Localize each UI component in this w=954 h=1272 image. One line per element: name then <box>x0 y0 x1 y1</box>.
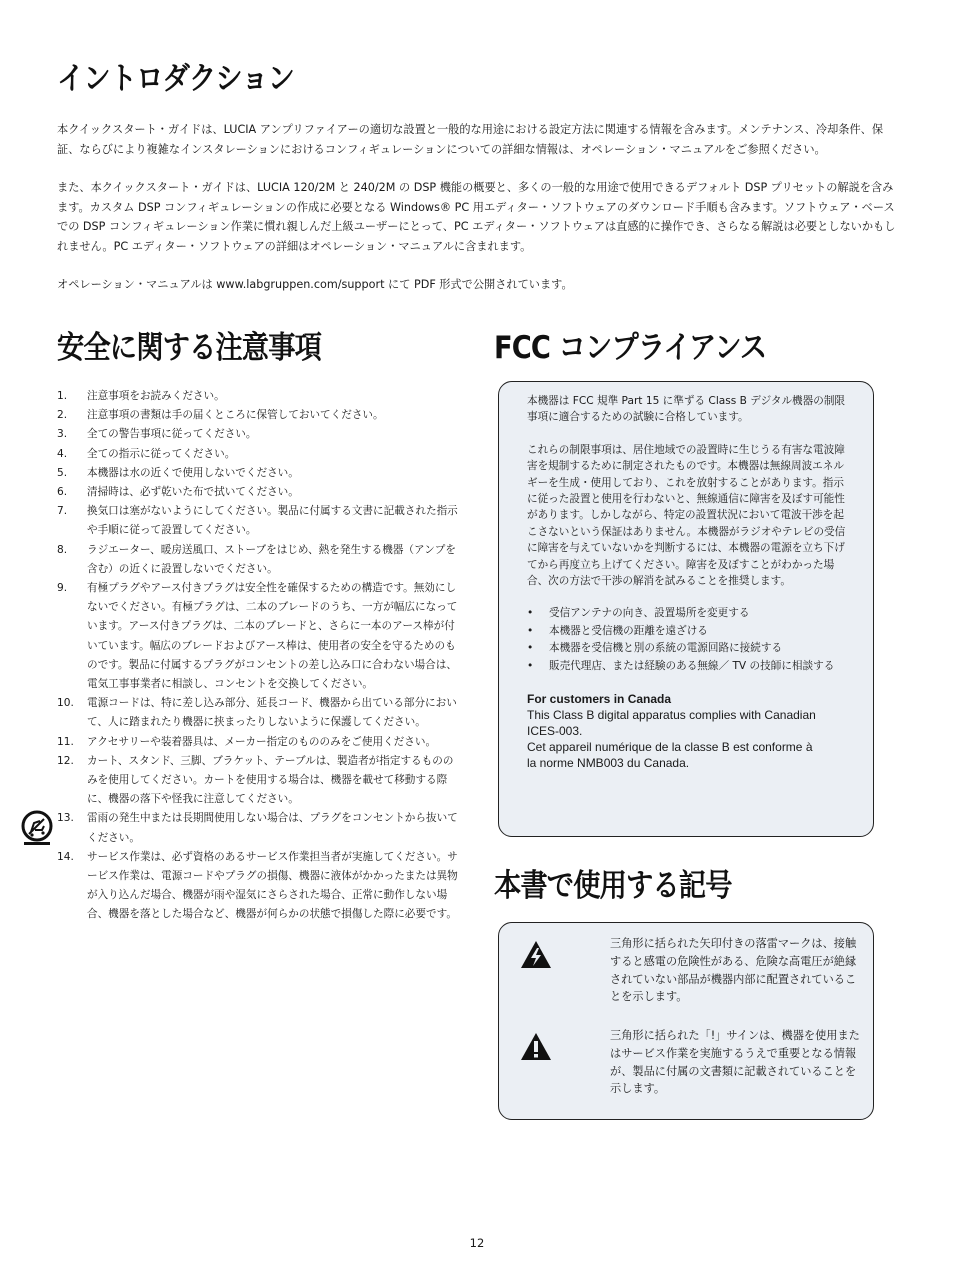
item-number: 4. <box>57 447 68 460</box>
item-number: 10. <box>57 697 74 710</box>
fcc-bullet: • 受信アンテナの向き、設置場所を変更する <box>527 605 853 623</box>
item-number: 12. <box>57 754 74 767</box>
item-text: 有極プラグやアース付きプラグは安全性を確保するための構造です。無効にしないでください。有極プラグは、二本のブレードのうち、一方が幅広になっています。アース付きプラグは、二本のブレードと、さらに一本のアース棒が付いています。幅広のブレードおよびアース棒は、使用者の安全を守るためのものです。製品に付属するプラグがコンセントの差し込み口に合わない場合は、電気工事事業者に相談し、コンセントを交換してください。 <box>87 582 458 691</box>
item-text: 注意事項をお読みください。 <box>87 390 225 402</box>
page-number: 12 <box>469 1236 485 1250</box>
fcc-bullet: • 本機器を受信機と別の系統の電源回路に接続する <box>527 640 853 658</box>
safety-item <box>57 464 462 483</box>
cart-tipover-warning-icon <box>20 808 54 848</box>
symbol-description: 三角形に括られた矢印付きの落雷マークは、接触すると感電の危険性がある、危険な高電圧が絶縁されていない部品が機器内部に配置されていることを示します。 <box>610 937 857 1004</box>
safety-item <box>57 752 462 810</box>
item-text: 全ての警告事項に従ってください。 <box>87 428 257 441</box>
item-number: 3. <box>57 428 68 441</box>
fcc-bullet: • 本機器と受信機の距離を遠ざける <box>527 623 853 641</box>
lightning-warning-icon <box>519 939 553 971</box>
item-text: 換気口は塞がないようにしてください。製品に付属する文書に記載された指示や手順に従って設置してください。 <box>87 505 458 537</box>
item-text: 全ての指示に従ってください。 <box>87 447 236 460</box>
item-number: 13. <box>57 812 74 825</box>
symbols-box <box>498 922 874 1120</box>
fcc-paragraph-2: これらの制限事項は、居住地域での設置時に生じうる有害な電波障害を規制するために制定されたものです。本機器は無線周波エネルギーを生成・使用しており、これを放射することがあります。指示に従った設置と使用を行わないと、無線通信に障害を及ぼす可能性があります。しかしながら、特定の設置状況において電波干渉を起こさないという保証はありません。本機器がラジオやテレビの受信に障害を与えていないかを判断するには、本機器の電源を立ち下げてから再度立ち上げてください。障害を及ぼすことがわかった場合、次の方法で干渉の解消を試みることを推奨します。 <box>527 443 846 588</box>
item-number: 7. <box>57 505 68 518</box>
intro-paragraph-1: 本クイックスタート・ガイドは、LUCIA アンプリファイアーの適切な設置と一般的な用途における設定方法に関連する情報を含みます。メンテナンス、冷却条件、保証、ならびにより複雑なインスタレーションにおけるコンフィギュレーションについての詳細な情報は、オペレーション・マニュアルをご参照ください。 <box>57 123 884 156</box>
item-text: アクセサリーや装着器具は、メーカー指定のもののみをご使用ください。 <box>87 735 437 748</box>
item-text: 本機器は水の近くで使用しないでください。 <box>87 466 299 479</box>
canada-heading: For customers in Canada <box>527 692 672 707</box>
safety-item <box>57 502 462 540</box>
safety-item <box>57 848 462 925</box>
intro-paragraph-2: また、本クイックスタート・ガイドは、LUCIA 120/2M と 240/2M の DSP 機能の概要と、多くの一般的な用途で使用できるデフォルト DSP プリセットの解説を含みます。カスタム DSP コンフィギュレーションの作成に必要となる Windows® PC 用エディター・ソフトウェアのダウンロード手順も含みます。ソフトウェア・ベースでの DSP コンフィギュレーション作業に慣れ親しんだ上級ユーザーにとって、PC エディター・ソフトウェアは直感的に操作でき、さらなる解説は必要としないかもしれません。PC エディター・ソフトウェアの詳細はオペレーション・マニュアルに含まれます。 <box>57 181 896 253</box>
item-number: 6. <box>57 486 68 499</box>
intro-title: イントロダクション <box>57 61 295 97</box>
fcc-paragraph-1: 本機器は FCC 規準 Part 15 に準ずる Class B デジタル機器の制限事項に適合するための試験に合格しています。 <box>527 395 846 424</box>
item-text: カート、スタンド、三脚、ブラケット、テーブルは、製造者が指定するもののみを使用してください。カートを使用する場合は、機器を載せて移動する際に、機器の落下や怪我に注意してください。 <box>87 754 454 806</box>
canada-line: This Class B digital apparatus complies with Canadian <box>527 708 816 723</box>
safety-item <box>57 445 462 464</box>
item-number: 14. <box>57 850 74 863</box>
item-text: 注意事項の書類は手の届くところに保管しておいてください。 <box>87 409 384 422</box>
item-number: 8. <box>57 543 68 556</box>
symbol-description: 三角形に括られた「!」サインは、機器を使用またはサービス作業を実施するうえで重要となる情報が、製品に付属の文書類に記載されていることを示します。 <box>610 1029 860 1096</box>
safety-list <box>57 387 462 925</box>
item-number: 9. <box>57 582 68 595</box>
symbols-title: 本書で使用する記号 <box>494 868 732 904</box>
fcc-bullet-list <box>527 605 853 675</box>
item-text: 清掃時は、必ず乾いた布で拭いてください。 <box>87 486 299 499</box>
safety-item <box>57 694 462 732</box>
canada-line: la norme NMB003 du Canada. <box>527 756 690 771</box>
safety-item <box>57 579 462 694</box>
safety-item <box>57 387 462 406</box>
item-number: 11. <box>57 735 74 748</box>
fcc-box <box>498 381 874 837</box>
safety-item <box>57 483 462 502</box>
safety-item <box>57 425 462 444</box>
canada-line: ICES-003. <box>527 724 583 739</box>
safety-item <box>57 809 462 847</box>
safety-item <box>57 406 462 425</box>
intro-paragraph-3: オペレーション・マニュアルは www.labgruppen.com/support にて PDF 形式で公開されています。 <box>57 278 573 291</box>
item-text: 電源コードは、特に差し込み部分、延長コード、機器から出ている部分において、人に踏まれたり機器に挟まったりしないように保護してください。 <box>87 697 457 729</box>
fcc-bullet: • 販売代理店、または経験のある無線／ TV の技師に相談する <box>527 658 853 676</box>
canada-line: Cet appareil numérique de la classe B est conforme à <box>527 740 813 755</box>
item-number: 1. <box>57 390 68 402</box>
item-number: 2. <box>57 409 68 422</box>
exclamation-warning-icon <box>519 1031 553 1063</box>
safety-title: 安全に関する注意事項 <box>57 330 321 366</box>
item-text: サービス作業は、必ず資格のあるサービス作業担当者が実施してください。サービス作業は、電源コードやプラグの損傷、機器に液体がかかったまたは異物が入り込んだ場合、機器が雨や湿気にさらされた場合、正常に動作しない場合、機器を落とした場合など、機器が何らかの状態で損傷した際に必要です。 <box>87 850 458 921</box>
safety-item <box>57 541 462 579</box>
intro-text <box>57 120 899 314</box>
item-text: 雷雨の発生中または長期間使用しない場合は、プラグをコンセントから抜いてください。 <box>87 812 458 844</box>
fcc-title: FCC コンプライアンス <box>494 330 767 366</box>
safety-item <box>57 733 462 752</box>
item-number: 5. <box>57 466 68 479</box>
item-text: ラジエーター、暖房送風口、ストーブをはじめ、熱を発生する機器（アンプを含む）の近くに設置しないでください。 <box>87 543 456 575</box>
